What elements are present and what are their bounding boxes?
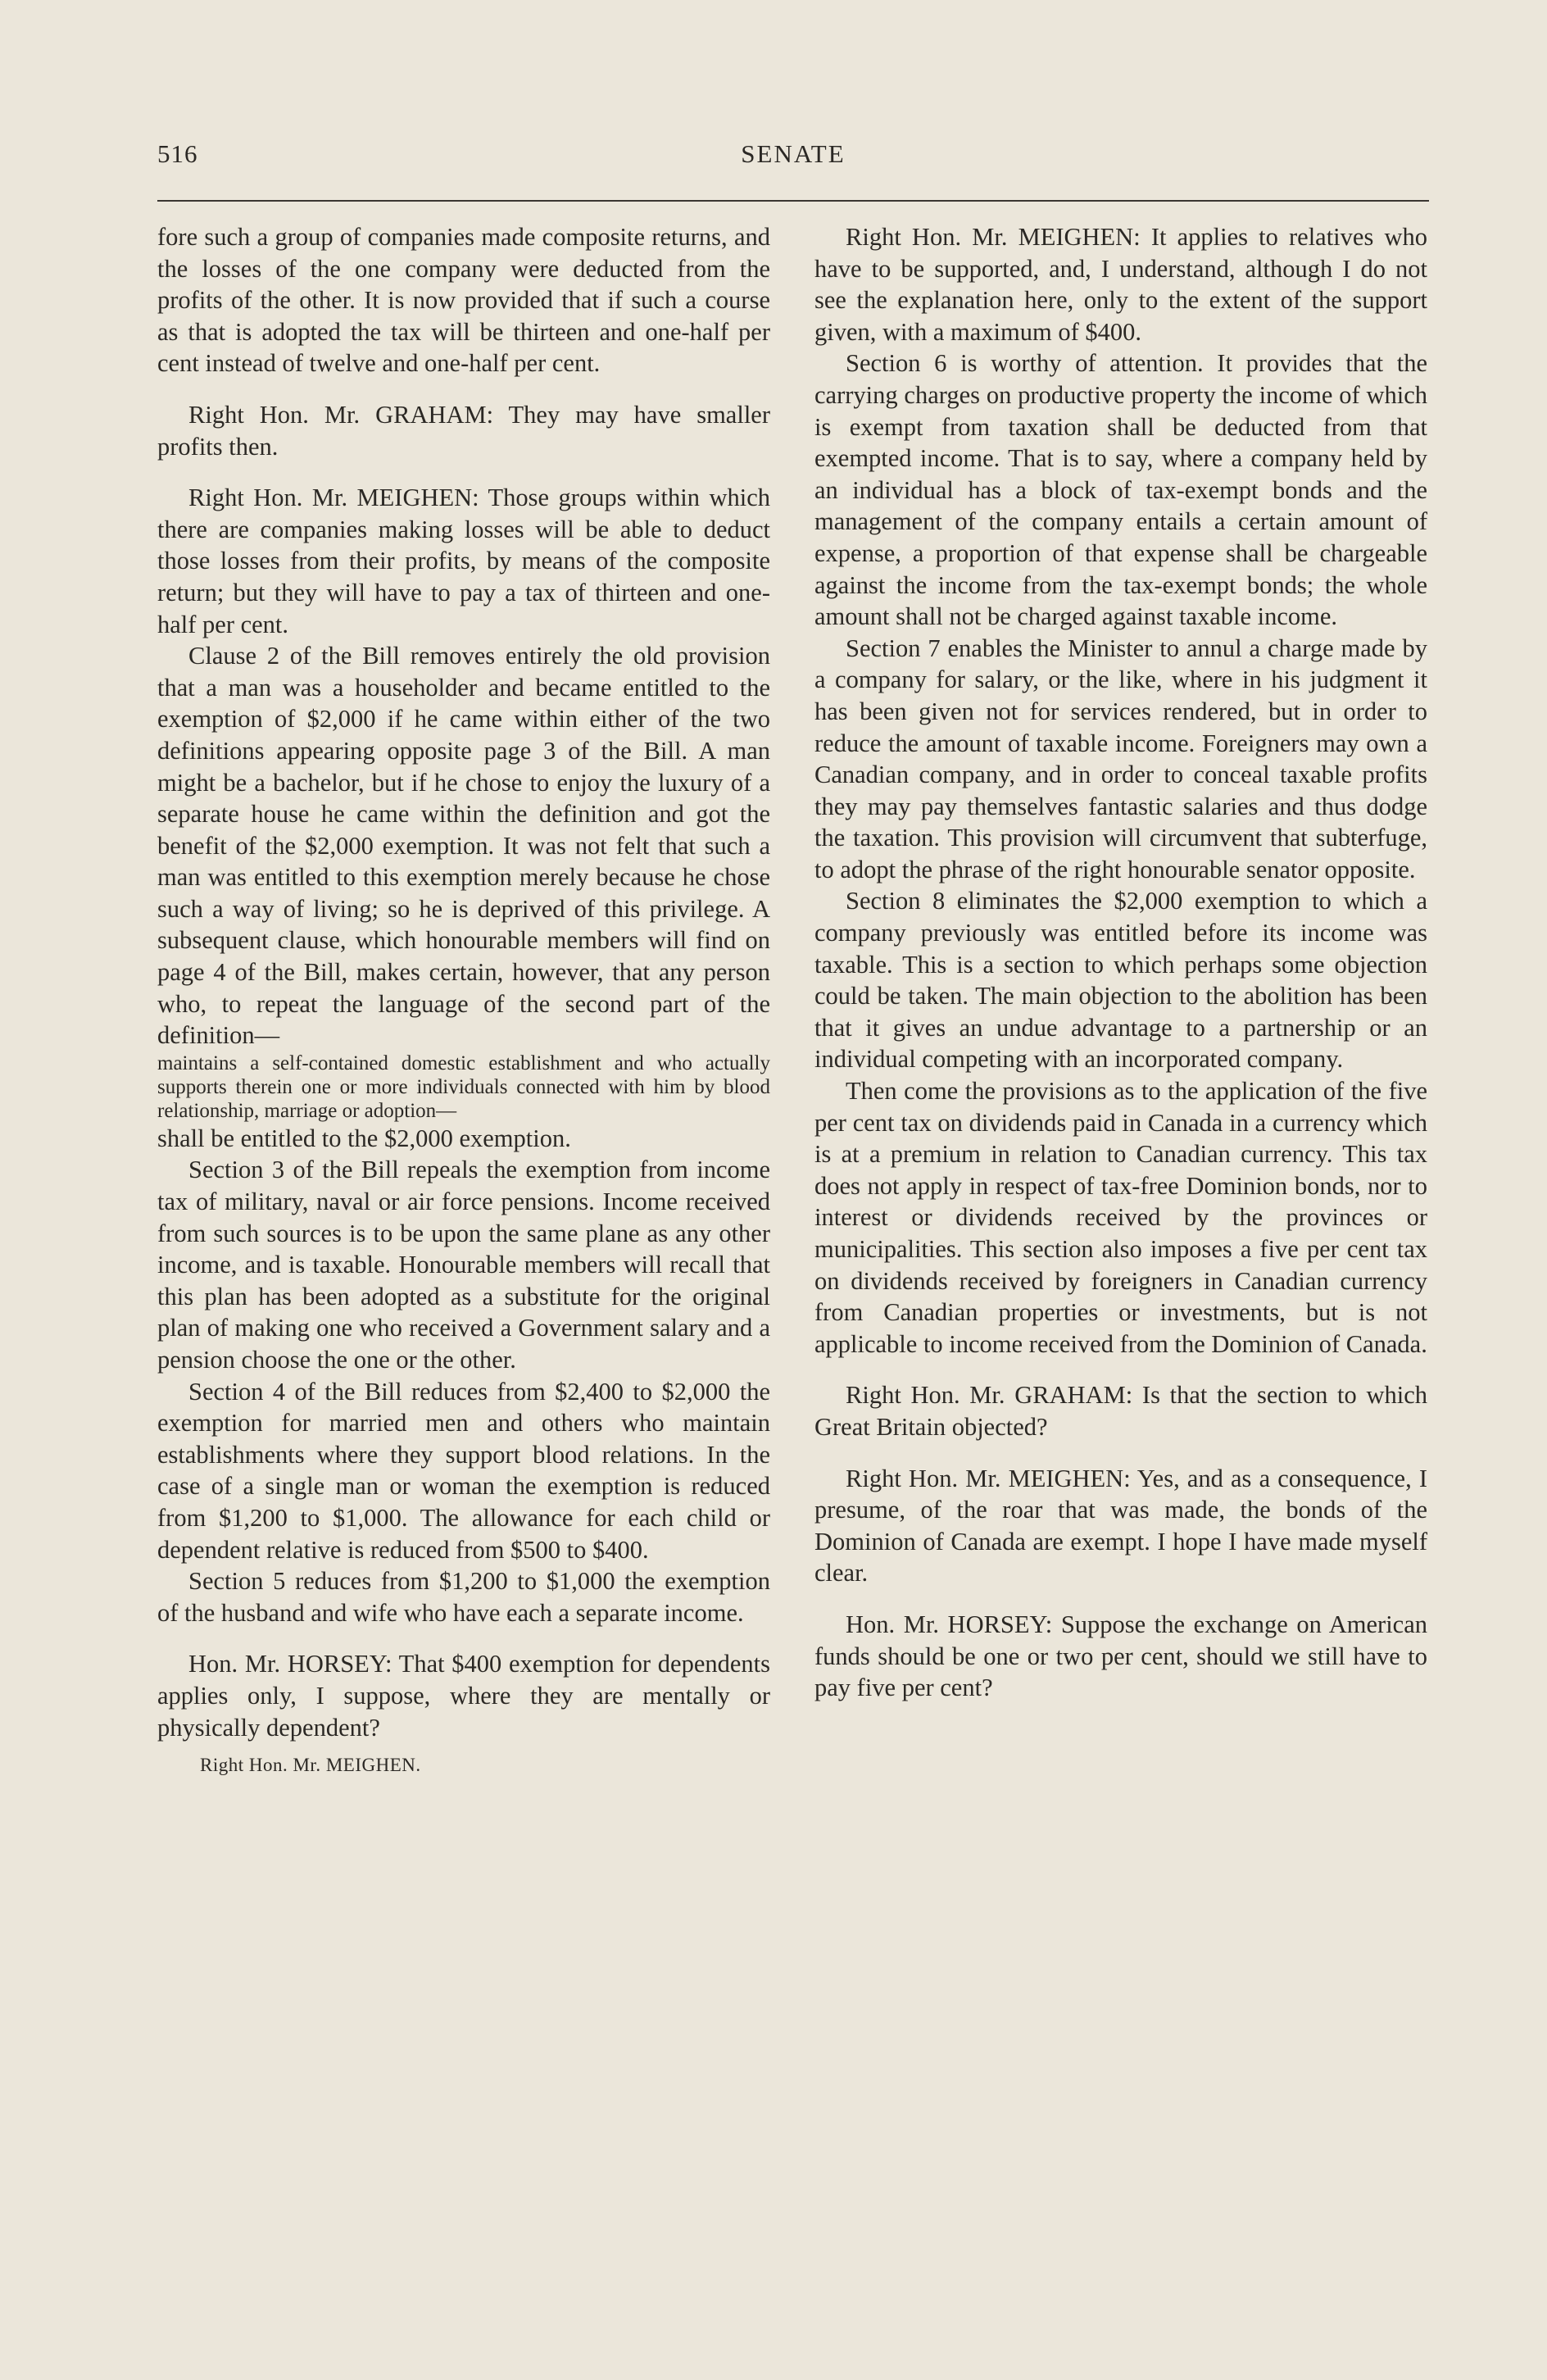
speech-paragraph: Right Hon. Mr. GRAHAM: They may have smaller profits then.: [157, 400, 770, 461]
running-head: SENATE: [741, 139, 846, 168]
page-header: [157, 139, 1429, 180]
catchword: Right Hon. Mr. MEIGHEN.: [200, 1755, 421, 1776]
paragraph: Section 3 of the Bill repeals the exemption from income tax of military, naval or air force pensions. Income received from such sources is to be upon the same plane as any other income, and is taxable. Honourable members will recall that this plan has been adopted as a substitute for the original plan of making one who received a Government salary and a pension choose the one or the other.: [157, 1156, 770, 1374]
paragraph: Clause 2 of the Bill removes entirely the old provision that a man was a householder and became entitled to the exemption of $2,000 if he came within either of the two definitions appearing opposite page 3 of the Bill. A man might be a bachelor, but if he chose to enjoy the luxury of a separate house he came within the definition and got the benefit of the $2,000 exemption. It was not felt that such a man was entitled to this exemption merely because he chose such a way of living; so he is deprived of this privilege. A subsequent clause, which honourable members will find on page 4 of the Bill, makes certain, however, that any person who, to repeat the language of the second part of the definition—: [157, 642, 770, 1050]
speech-paragraph: Right Hon. Mr. MEIGHEN: Yes, and as a consequence, I presume, of the roar that was made, the bonds of the Dominion of Canada are exempt. I hope I have made myself clear.: [814, 1464, 1427, 1587]
paragraph: Right Hon. Mr. MEIGHEN: It applies to relatives who have to be supported, and, I understand, although I do not see the explanation here, only to the extent of the support given, with a maximum of $400.: [814, 223, 1427, 346]
paragraph: Section 6 is worthy of attention. It provides that the carrying charges on productive property the income of which is exempt from taxation shall be deducted from that exempted income. That is to say, where a company held by an individual has a block of tax-exempt bonds and the management of the company entails a certain amount of expense, a proportion of that expense shall be chargeable against the income from the tax-exempt bonds; the whole amount shall not be charged against taxable income.: [814, 349, 1427, 631]
paragraph: Section 7 enables the Minister to annul a charge made by a company for salary, or the like, where in his judgment it has been given not for services rendered, but in order to reduce the amount of taxable income. Foreigners may own a Canadian company, and in order to conceal taxable profits they may pay themselves fantastic salaries and thus dodge the taxation. This provision will circumvent that subterfuge, to adopt the phrase of the right honourable senator opposite.: [814, 634, 1427, 883]
block-quote: maintains a self-contained domestic establishment and who actually supports therein one or more individuals connected with him by blood relationship, marriage or adoption—: [157, 1051, 770, 1122]
speech-paragraph: Hon. Mr. HORSEY: That $400 exemption for dependents applies only, I suppose, where they are mentally or physically dependent?: [157, 1650, 770, 1742]
paragraph: fore such a group of companies made composite returns, and the losses of the one company were deducted from the profits of the other. It is now provided that if such a course as that is adopted the tax will be thirteen and one-half per cent instead of twelve and one-half per cent.: [157, 223, 770, 378]
paragraph: Section 5 reduces from $1,200 to $1,000 the exemption of the husband and wife who have each a separate income.: [157, 1567, 770, 1627]
paragraph: shall be entitled to the $2,000 exemption.: [157, 1124, 571, 1152]
speech-paragraph: Right Hon. Mr. GRAHAM: Is that the section to which Great Britain objected?: [814, 1381, 1427, 1441]
paragraph: Section 4 of the Bill reduces from $2,400 to $2,000 the exemption for married men and others who maintain establishments where they support blood relations. In the case of a single man or woman the exemption is reduced from $1,200 to $1,000. The allowance for each child or dependent relative is reduced from $500 to $400.: [157, 1377, 770, 1564]
left-column: [157, 221, 770, 1778]
speech-paragraph: Right Hon. Mr. MEIGHEN: Those groups within which there are companies making losses will be able to deduct those losses from their profits, by means of the composite return; but they will have to pay a tax of thirteen and one-half per cent.: [157, 484, 770, 638]
header-rule: [157, 200, 1429, 202]
paragraph: Section 8 eliminates the $2,000 exemption to which a company previously was entitled before its income was taxable. This is a section to which perhaps some objection could be taken. The main objection to the abolition has been that it gives an undue advantage to a partnership or an individual competing with an incorporated company.: [814, 887, 1427, 1074]
speech-paragraph: Hon. Mr. HORSEY: Suppose the exchange on American funds should be one or two per cent, should we still have to pay five per cent?: [814, 1610, 1427, 1702]
paragraph: Then come the provisions as to the application of the five per cent tax on dividends paid in Canada in a currency which is at a premium in relation to Canadian currency. This tax does not apply in respect of tax-free Dominion bonds, nor to interest or dividends received by the provinces or municipalities. This section also imposes a five per cent tax on dividends received by foreigners in Canadian currency from Canadian properties or investments, but is not applicable to income received from the Dominion of Canada.: [814, 1077, 1427, 1358]
right-column: [814, 221, 1427, 1704]
page-number: 516: [157, 139, 198, 168]
